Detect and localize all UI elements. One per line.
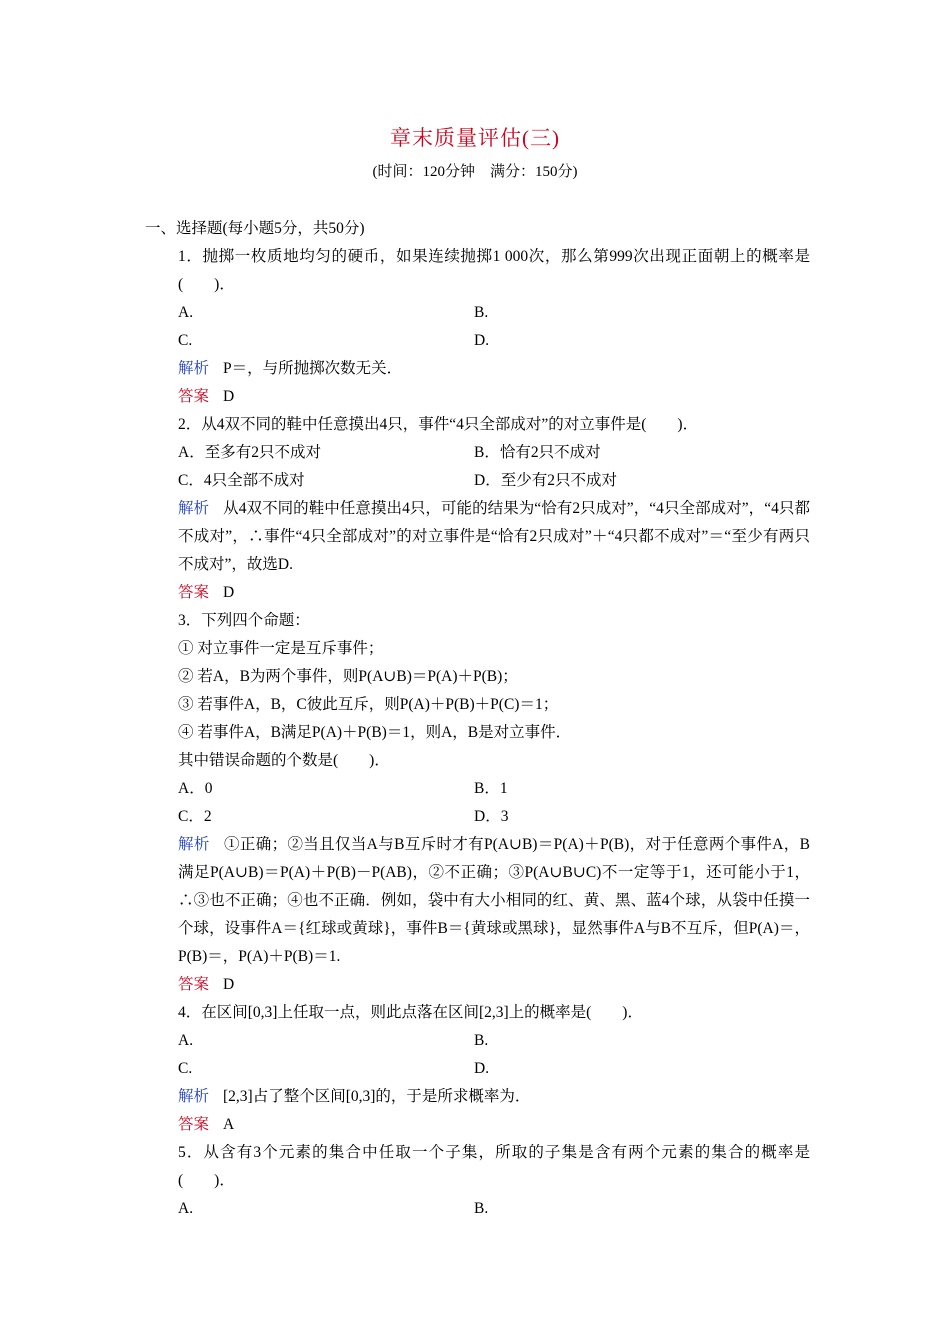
proposition-2: ② 若A，B为两个事件，则P(A∪B)＝P(A)＋P(B)； <box>178 668 518 685</box>
question-1-options-ab <box>145 299 810 327</box>
analysis-label: 解析 <box>178 500 210 517</box>
option-c: C．4只全部不成对 <box>178 472 305 489</box>
question-4-stem: 4．在区间[0,3]上任取一点，则此点落在区间[2,3]上的概率是( )． <box>178 1004 643 1021</box>
question-1-analysis <box>145 355 810 383</box>
option-a: A. <box>178 1032 194 1049</box>
question-3-options-ab <box>145 775 810 803</box>
section-heading: 一、选择题(每小题5分，共50分) <box>145 220 365 237</box>
answer-label: 答案 <box>178 1116 210 1133</box>
analysis-text: [2,3]占了整个区间[0,3]的，于是所求概率为． <box>223 1088 531 1105</box>
question-2-answer <box>145 579 810 607</box>
answer-label: 答案 <box>178 976 210 993</box>
analysis-label: 解析 <box>178 836 210 853</box>
answer-text: A <box>223 1116 235 1133</box>
question-1-answer <box>145 383 810 411</box>
option-a: A．0 <box>178 780 213 797</box>
answer-text: D <box>223 584 235 601</box>
question-5-stem: 5．从含有3个元素的集合中任取一个子集，所取的子集是含有两个元素的集合的概率是( )． <box>178 1144 810 1189</box>
option-c: C. <box>178 1060 193 1077</box>
option-d: D．至少有2只不成对 <box>474 472 617 489</box>
question-3-answer <box>145 971 810 999</box>
question-2-options-cd <box>145 467 810 495</box>
document-body <box>145 215 810 1223</box>
option-b: B．恰有2只不成对 <box>474 444 601 461</box>
page-title: 章末质量评估(三) <box>390 126 560 150</box>
proposition-4: ④ 若事件A，B满足P(A)＋P(B)＝1，则A，B是对立事件． <box>178 724 572 741</box>
analysis-label: 解析 <box>178 1088 210 1105</box>
option-d: D. <box>474 332 490 349</box>
option-b: B. <box>474 1032 489 1049</box>
question-3-stem: 3．下列四个命题： <box>178 612 310 629</box>
question-2-analysis <box>145 495 810 579</box>
question-1-options-cd <box>145 327 810 355</box>
question-4-answer <box>145 1111 810 1139</box>
analysis-text: 从4双不同的鞋中任意摸出4只，可能的结果为“恰有2只成对”，“4只全部成对”，“4只都不成对”，∴事件“4只全部成对”的对立事件是“恰有2只成对”＋“4只都不成对”＝“至少有两只不成对”，故选D. <box>178 500 810 573</box>
question-1-stem: 1．抛掷一枚质地均匀的硬币，如果连续抛掷1 000次，那么第999次出现正面朝上的概率是( )． <box>178 248 810 293</box>
question-3-options-cd <box>145 803 810 831</box>
option-a: A．至多有2只不成对 <box>178 444 321 461</box>
option-b: B. <box>474 304 489 321</box>
option-b: B．1 <box>474 780 508 797</box>
answer-label: 答案 <box>178 584 210 601</box>
answer-text: D <box>223 388 235 405</box>
proposition-3: ③ 若事件A，B，C彼此互斥，则P(A)＋P(B)＋P(C)＝1； <box>178 696 559 713</box>
question-3-analysis <box>145 831 810 971</box>
analysis-text: P＝，与所抛掷次数无关． <box>223 360 403 377</box>
exam-info: (时间：120分钟 满分：150分) <box>372 164 578 180</box>
analysis-text: ①正确；②当且仅当A与B互斥时才有P(A∪B)＝P(A)＋P(B)，对于任意两个事件A，B满足P(A∪B)＝P(A)＋P(B)－P(AB)，②不正确；③P(A∪B∪C)不一定等于1，还可能小于1，∴③也不正确；④也不正确．例如，袋中有大小相同的红、黄、黑、蓝4个球，从袋中任摸一个球，设事件A＝{红球或黄球}，事件B＝{黄球或黑球}，显然事件A与B不互斥，但P(A)＝，P(B)＝，P(A)＋P(B)＝1. <box>178 836 810 965</box>
analysis-label: 解析 <box>178 360 210 377</box>
option-c: C．2 <box>178 808 212 825</box>
question-3-ask: 其中错误命题的个数是( )． <box>178 752 390 769</box>
question-5-options-ab <box>145 1195 810 1223</box>
question-2-stem: 2．从4双不同的鞋中任意摸出4只，事件“4只全部成对”的对立事件是( )． <box>178 416 699 433</box>
question-4-options-cd <box>145 1055 810 1083</box>
option-c: C. <box>178 332 193 349</box>
question-4-analysis <box>145 1083 810 1111</box>
answer-text: D <box>223 976 235 993</box>
option-a: A. <box>178 304 194 321</box>
answer-label: 答案 <box>178 388 210 405</box>
proposition-1: ① 对立事件一定是互斥事件； <box>178 640 384 657</box>
option-a: A. <box>178 1200 194 1217</box>
question-4-options-ab <box>145 1027 810 1055</box>
question-2-options-ab <box>145 439 810 467</box>
option-d: D. <box>474 1060 490 1077</box>
option-b: B. <box>474 1200 489 1217</box>
option-d: D．3 <box>474 808 509 825</box>
